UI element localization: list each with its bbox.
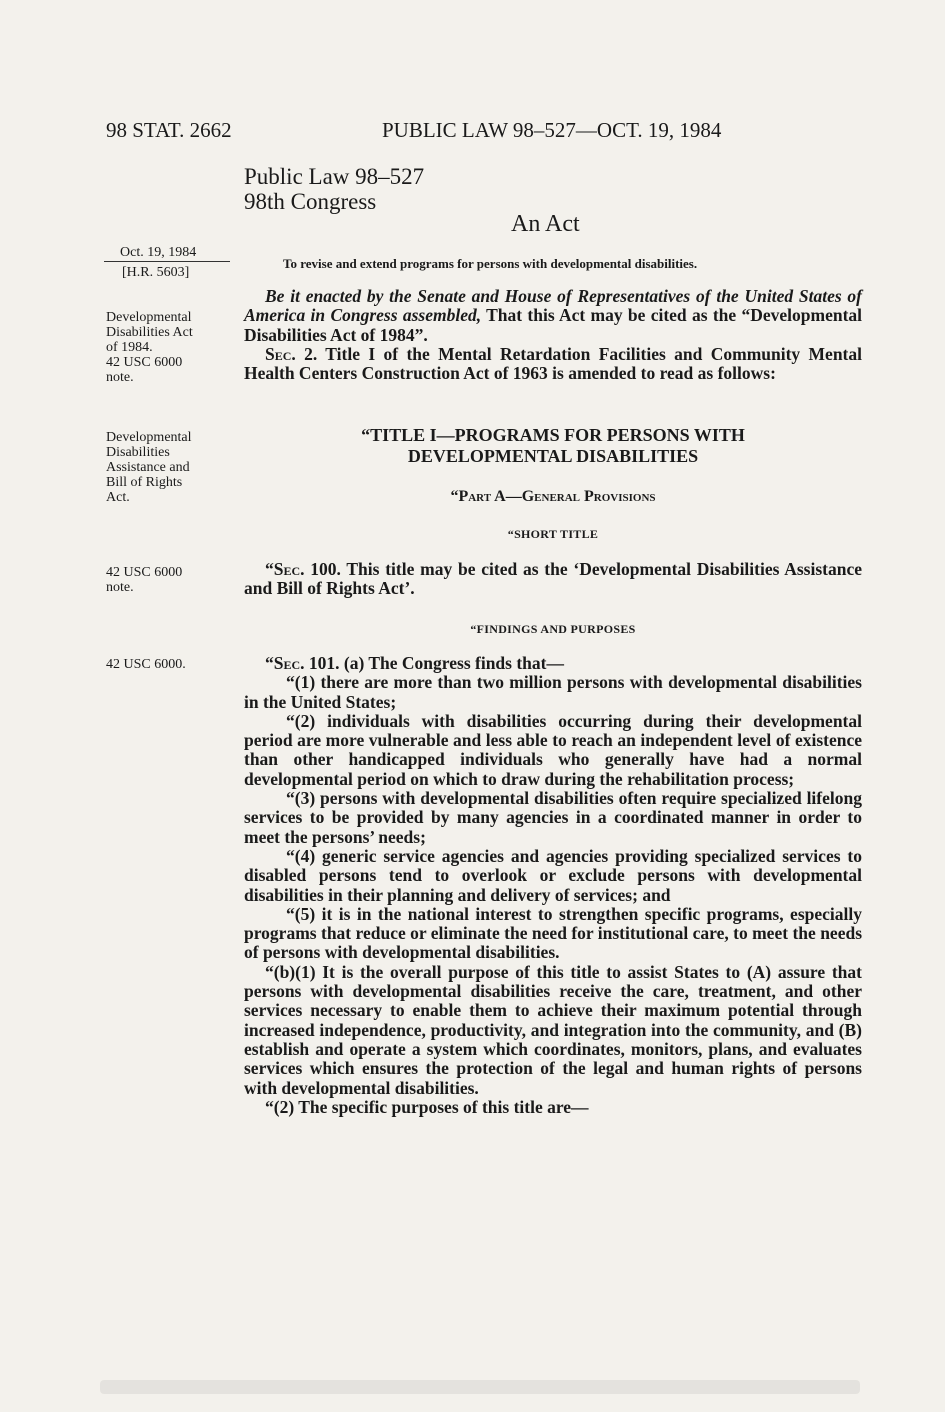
part-a-heading: “Part A—General Provisions [450,488,656,505]
public-law-number: Public Law 98–527 [244,164,425,189]
side-note-line: note. [106,580,134,595]
section-100-text: 100. This title may be cited as the ‘Developmental Disabilities Assistance and Bill of Rights Act’. [244,559,862,599]
congress-number: 98th Congress [244,189,377,214]
title-i-line: “TITLE I—PROGRAMS FOR PERSONS WITH [361,425,745,445]
side-note-line: Developmental [106,310,192,325]
side-note-line: Act. [106,490,130,505]
finding-item: “(5) it is in the national interest to strengthen specific programs, especially programs that reduce or eliminate the need for institutional care, to meet the needs of persons with developmental disabilities. [244,903,862,963]
section-100-label: “Sec. [265,559,305,579]
side-note-date: Oct. 19, 1984 [120,245,197,260]
side-note-line: Developmental [106,430,192,445]
side-note-line: 42 USC 6000 [106,355,183,370]
purpose-b2: “(2) The specific purposes of this title are— [265,1096,589,1117]
enacting-clause-italic: Be it enacted by the Senate and House of Representatives of the United States of America in Congress assembled, [244,286,862,326]
stat-page-number: 98 STAT. 2662 [106,118,232,142]
purpose-b1: “(b)(1) It is the overall purpose of this title to assist States to (A) assure that persons with developmental disabilities receive the care, treatment, and other services necessary to enable them to achieve their maximum potential through increased independence, productivity, and integration into the community, and (B) establish and operate a system which coordinates, monitors, plans, and evaluates services which ensures the protection of the legal and human rights of persons with developmental disabilities. [244,961,862,1098]
side-note-line: Disabilities Act [106,325,193,340]
short-title-heading: “SHORT TITLE [507,527,599,541]
side-note-act-1984 [106,310,228,385]
section-2-label: Sec. 2. [265,343,318,364]
section-101-intro: 101. (a) The Congress finds that— [304,653,564,673]
section-100 [244,560,862,599]
side-note-usc-6000: 42 USC 6000. [106,657,186,672]
findings-heading: “FINDINGS AND PURPOSES [470,622,636,636]
bleed-through-mark [100,1380,860,1394]
running-title: PUBLIC LAW 98–527—OCT. 19, 1984 [382,118,722,142]
enacting-clause-rest: That this Act may be cited as the “Developmental Disabilities Act of 1984”. [244,305,863,345]
title-i-line: DEVELOPMENTAL DISABILITIES [407,446,699,466]
side-note-rule [104,261,230,262]
side-note-usc-short-title [106,565,228,595]
side-note-line: note. [106,370,134,385]
side-note-line: 42 USC 6000 [106,565,183,580]
enacting-section [244,287,862,383]
side-note-bill-of-rights [106,430,228,505]
section-101-label: “Sec. [265,653,305,673]
side-note-line: Bill of Rights [106,475,183,490]
side-note-line: Assistance and [106,460,190,475]
an-act-heading: An Act [511,211,580,237]
section-2 [244,345,862,384]
finding-item: “(1) there are more than two million persons with developmental disabilities in the United States; [244,672,862,712]
finding-item: “(3) persons with developmental disabilities often require specialized lifelong services to be provided by many agencies in a coordinated manner in order to meet the persons’ needs; [244,788,862,847]
title-i-heading [244,425,862,467]
section-2-text: Title I of the Mental Retardation Facilities and Community Mental Health Centers Construction Act of 1963 is amended to read as follows: [244,343,862,384]
enacting-clause [244,287,862,345]
side-note-bill: [H.R. 5603] [122,265,190,280]
finding-item: “(4) generic service agencies and agencies providing specialized services to disabled persons tend to overlook or exclude persons with developmental disabilities in their planning and delivery of services; and [244,845,862,905]
finding-item: “(2) individuals with disabilities occurring during their developmental period are more vulnerable and less able to reach an independent level of existence than other handicapped individuals who generally have had a normal developmental period on which to draw during the rehabilitation process; [244,710,862,789]
section-101 [244,654,862,1117]
side-note-line: of 1984. [106,340,153,355]
side-note-line: Disabilities [106,445,170,460]
public-law-block [244,164,424,214]
purpose-line: To revise and extend programs for persons with developmental disabilities. [283,256,698,271]
